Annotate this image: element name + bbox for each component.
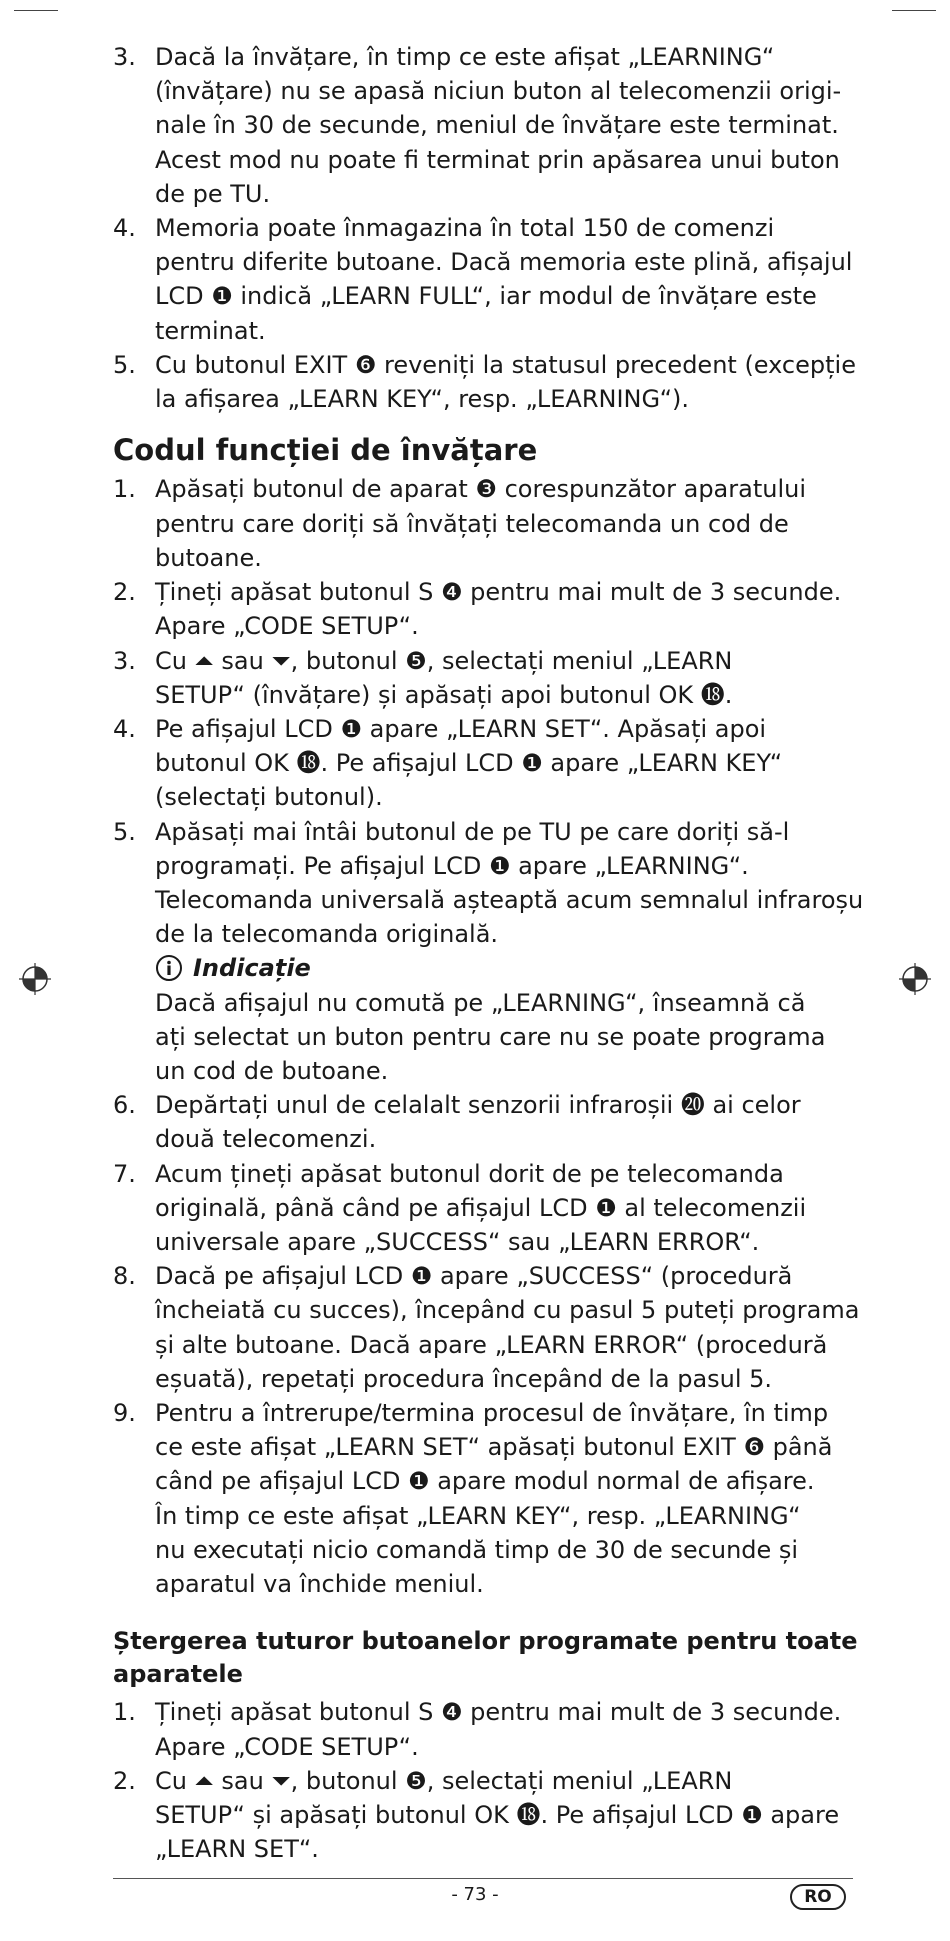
- text-line: Telecomanda universală așteaptă acum semnalul infraroșu: [155, 885, 864, 914]
- list-number: 2.: [113, 1766, 136, 1795]
- text-line: aparatul va închide meniul.: [155, 1569, 484, 1598]
- list-text: [155, 1695, 853, 1763]
- text-line: Cu ⏶ sau ⏷, butonul ❺, selectați meniul „LEARN: [155, 1766, 733, 1795]
- text-line: „LEARN SET“.: [155, 1835, 319, 1864]
- list-item: [113, 40, 853, 211]
- list-text: [155, 1764, 853, 1867]
- text-line: terminat.: [155, 316, 266, 345]
- list-item: [113, 1088, 853, 1156]
- language-badge: RO: [790, 1884, 846, 1910]
- section-heading: [113, 1625, 858, 1691]
- text-line: Dacă afișajul nu comută pe „LEARNING“, înseamnă că: [155, 988, 806, 1017]
- text-line: pentru care doriți să învățați telecomanda un cod de: [155, 509, 789, 538]
- list-text: [155, 1396, 853, 1601]
- text-line: Apare „CODE SETUP“.: [155, 612, 419, 641]
- list-item: [113, 472, 853, 575]
- list-text: [155, 472, 853, 575]
- section-learning-code: [113, 432, 864, 1601]
- heading-line: aparatele: [113, 1660, 243, 1689]
- text-line: butoane.: [155, 543, 262, 572]
- registration-mark-icon: [898, 962, 932, 996]
- text-line: Memoria poate înmagazina în total 150 de comenzi: [155, 214, 775, 243]
- text-line: Apare „CODE SETUP“.: [155, 1732, 419, 1761]
- text-line: universale apare „SUCCESS“ sau „LEARN ERROR“.: [155, 1227, 760, 1256]
- footer-divider: [113, 1878, 853, 1879]
- list-number: 4.: [113, 714, 136, 743]
- list-number: 2.: [113, 578, 136, 607]
- text-line: un cod de butoane.: [155, 1056, 389, 1085]
- text-line: Acest mod nu poate fi terminat prin apăsarea unui buton: [155, 145, 840, 174]
- text-line: la afișarea „LEARN KEY“, resp. „LEARNING“).: [155, 385, 689, 414]
- list-item: [113, 1157, 853, 1260]
- text-line: pentru diferite butoane. Dacă memoria este plină, afișajul: [155, 248, 853, 277]
- list-item: [113, 644, 853, 712]
- list-number: 7.: [113, 1159, 136, 1188]
- text-line: Apăsați butonul de aparat ❸ corespunzător aparatului: [155, 475, 806, 504]
- text-line: nale în 30 de secunde, meniul de învățare este terminat.: [155, 111, 839, 140]
- text-line: Cu butonul EXIT ❻ reveniți la statusul precedent (excepție: [155, 350, 856, 379]
- text-line: LCD ❶ indică „LEARN FULL“, iar modul de învățare este: [155, 282, 817, 311]
- crop-mark-left: [14, 10, 58, 11]
- list-number: 3.: [113, 43, 136, 71]
- text-line: încheiată cu succes), începând cu pasul 5 puteți programa: [155, 1296, 860, 1325]
- text-line: de la telecomanda originală.: [155, 920, 499, 949]
- text-line: Depărtați unul de celalalt senzorii infraroșii ⓴ ai celor: [155, 1091, 801, 1120]
- text-line: ați selectat un buton pentru care nu se poate programa: [155, 1022, 826, 1051]
- text-line: Dacă pe afișajul LCD ❶ apare „SUCCESS“ (procedură: [155, 1262, 793, 1291]
- list-text: [155, 575, 853, 643]
- list-text: [155, 1157, 853, 1260]
- list-item: [113, 1764, 853, 1867]
- list-number: 3.: [113, 646, 136, 675]
- page-content: [113, 40, 864, 1866]
- list-item: [113, 712, 853, 815]
- list-text: [155, 1088, 853, 1156]
- note-heading-text: Indicație: [193, 954, 311, 983]
- text-line: butonul OK ⓲. Pe afișajul LCD ❶ apare „LEARN KEY“: [155, 749, 783, 778]
- text-line: de pe TU.: [155, 179, 271, 208]
- text-line: programați. Pe afișajul LCD ❶ apare „LEARNING“.: [155, 851, 749, 880]
- text-line: SETUP“ și apăsați butonul OK ⓲. Pe afișajul LCD ❶ apare: [155, 1801, 840, 1830]
- list-number: 9.: [113, 1398, 136, 1427]
- list-text: [155, 40, 853, 211]
- list-item: [113, 348, 856, 416]
- list-number: 5.: [113, 350, 136, 379]
- note-text: [155, 986, 853, 1089]
- section-delete-all: [113, 1625, 858, 1866]
- text-line: (învățare) nu se apasă niciun buton al telecomenzii origi-: [155, 77, 842, 106]
- list-item: [113, 815, 864, 952]
- text-line: În timp ce este afișat „LEARN KEY“, resp. „LEARNING“: [155, 1501, 801, 1530]
- list-text: [155, 348, 856, 416]
- list-text: [155, 815, 863, 952]
- list-text: [155, 1259, 859, 1396]
- text-line: Țineți apăsat butonul S ❹ pentru mai mult de 3 secunde.: [155, 1698, 842, 1727]
- info-circle-icon: [155, 954, 183, 982]
- text-line: și alte butoane. Dacă apare „LEARN ERROR“ (procedură: [155, 1330, 828, 1359]
- list-item: [113, 1695, 853, 1763]
- text-line: Pentru a întrerupe/termina procesul de învățare, în timp: [155, 1398, 829, 1427]
- heading-line: Ștergerea tuturor butoanelor programate pentru toate: [113, 1627, 858, 1656]
- text-line: (selectați butonul).: [155, 783, 383, 812]
- list-number: 6.: [113, 1091, 136, 1120]
- note-heading: [155, 951, 853, 985]
- text-line: Apăsați mai întâi butonul de pe TU pe care doriți să-l: [155, 817, 790, 846]
- text-line: eșuată), repetați procedura începând de la pasul 5.: [155, 1364, 773, 1393]
- text-line: Cu ⏶ sau ⏷, butonul ❺, selectați meniul „LEARN: [155, 646, 733, 675]
- text-line: când pe afișajul LCD ❶ apare modul normal de afișare.: [155, 1467, 815, 1496]
- list-number: 1.: [113, 1698, 136, 1727]
- list-number: 4.: [113, 214, 136, 243]
- list-number: 5.: [113, 817, 136, 846]
- text-line: două telecomenzi.: [155, 1125, 377, 1154]
- section-heading: Codul funcției de învățare: [113, 433, 538, 468]
- registration-mark-icon: [18, 962, 52, 996]
- list-number: 1.: [113, 475, 136, 504]
- section-learning-continued: [113, 40, 856, 416]
- list-text: [155, 644, 853, 712]
- text-line: Pe afișajul LCD ❶ apare „LEARN SET“. Apăsați apoi: [155, 714, 767, 743]
- crop-mark-right: [892, 10, 936, 11]
- text-line: Acum țineți apăsat butonul dorit de pe telecomanda: [155, 1159, 784, 1188]
- list-number: 8.: [113, 1262, 136, 1291]
- note-box: [155, 951, 853, 1088]
- text-line: Dacă la învățare, în timp ce este afișat „LEARNING“: [155, 43, 775, 71]
- list-item: [113, 211, 853, 348]
- text-line: originală, până când pe afișajul LCD ❶ al telecomenzii: [155, 1193, 807, 1222]
- text-line: nu executați nicio comandă timp de 30 de secunde și: [155, 1535, 799, 1564]
- text-line: SETUP“ (învățare) și apăsați apoi butonul OK ⓲.: [155, 680, 733, 709]
- list-item: [113, 575, 853, 643]
- list-item: [113, 1259, 860, 1396]
- text-line: Țineți apăsat butonul S ❹ pentru mai mult de 3 secunde.: [155, 578, 842, 607]
- text-line: ce este afișat „LEARN SET“ apăsați butonul EXIT ❻ până: [155, 1433, 833, 1462]
- page-number: - 73 -: [451, 1884, 499, 1905]
- list-item: [113, 1396, 853, 1601]
- list-text: [155, 211, 853, 348]
- list-text: [155, 712, 853, 815]
